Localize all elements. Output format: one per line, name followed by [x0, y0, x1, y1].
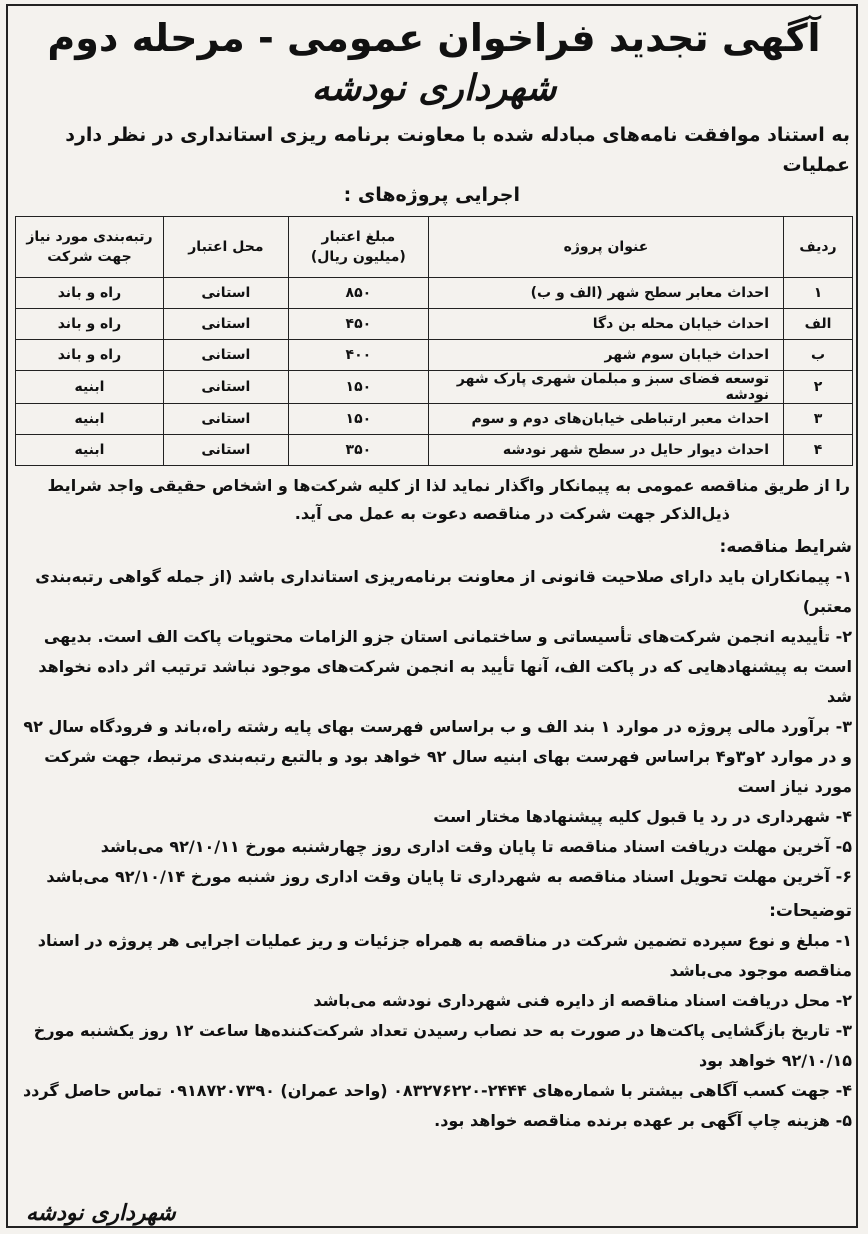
table-header-row	[16, 217, 853, 278]
cell-budget-source: استانی	[163, 404, 288, 435]
cell-row-number: ب	[784, 340, 853, 371]
cell-budget: ۳۵۰	[288, 435, 428, 466]
condition-item: ۲- تأییدیه انجمن شرکت‌های تأسیساتی و ساختمانی استان جزو الزامات محتویات پاکت الف است. بدیهی است به پیشنهادهایی که در پاکت الف، آنها تأیید به انجمن شرکت‌های موجود نباشد ترتیب اثر داده نخواهد شد	[38, 627, 852, 706]
condition-item: ۶- آخرین مهلت تحویل اسناد مناقصه به شهرداری تا پایان وقت اداری روز شنبه مورخ ۹۲/۱۰/۱۴ می‌باشد	[46, 867, 852, 886]
cell-budget-source: استانی	[163, 340, 288, 371]
note-item: ۲- محل دریافت اسناد مناقصه از دایره فنی شهرداری نودشه می‌باشد	[313, 991, 852, 1010]
municipality-name: شهرداری نودشه	[311, 68, 557, 109]
header-budget-source: محل اعتبار	[163, 217, 288, 278]
table-row	[16, 371, 853, 404]
cell-row-number: الف	[784, 309, 853, 340]
condition-item: ۴- شهرداری در رد یا قبول کلیه پیشنهادها مختار است	[433, 807, 852, 826]
condition-item: ۱- پیمانکاران باید دارای صلاحیت قانونی از معاونت برنامه‌ریزی استانداری باشد (از جمله گواهی رتبه‌بندی معتبر)	[35, 567, 852, 616]
header-required-rank: رتبه‌بندی مورد نیاز جهت شرکت	[16, 217, 164, 278]
intro-line-1: به استناد موافقت نامه‌های مبادله شده با معاونت برنامه ریزی استانداری در نظر دارد عملیات	[65, 124, 850, 176]
cell-project-title: احداث خیابان محله بن دگا	[428, 309, 783, 340]
conditions-heading: شرایط مناقصه:	[719, 537, 852, 557]
table-row	[16, 340, 853, 371]
note-item: ۱- مبلغ و نوع سپرده تضمین شرکت در مناقصه به همراه جزئیات و ریز عملیات اجرایی هر پروژه در اسناد مناقصه موجود می‌باشد	[37, 931, 852, 980]
cell-budget: ۴۵۰	[288, 309, 428, 340]
cell-budget-source: استانی	[163, 371, 288, 404]
cell-budget: ۱۵۰	[288, 371, 428, 404]
cell-row-number: ۴	[784, 435, 853, 466]
cell-project-title: احداث معابر سطح شهر (الف و ب)	[428, 278, 783, 309]
notice-title: آگهی تجدید فراخوان عمومی - مرحله دوم	[47, 16, 821, 60]
table-row	[16, 404, 853, 435]
table-row	[16, 278, 853, 309]
invitation-line-1: را از طریق مناقصه عمومی به پیمانکار واگذار نماید لذا از کلیه شرکت‌ها و اشخاص حقیقی واجد شرایط	[47, 476, 850, 495]
cell-required-rank: راه و باند	[16, 278, 164, 309]
header-budget: مبلغ اعتبار (میلیون ریال)	[288, 217, 428, 278]
table-row	[16, 435, 853, 466]
cell-row-number: ۱	[784, 278, 853, 309]
cell-project-title: احداث خیابان سوم شهر	[428, 340, 783, 371]
condition-item: ۳- برآورد مالی پروژه در موارد ۱ بند الف و ب براساس فهرست بهای پایه رشته راه،باند و فرودگاه سال ۹۲ و در موارد ۲و۳و۴ براساس فهرست بهای ابنیه سال ۹۲ خواهد بود و بالتبع رتبه‌بندی مرتبط، جهت شرکت مورد نیاز است	[23, 717, 852, 796]
condition-item: ۵- آخرین مهلت دریافت اسناد مناقصه تا پایان وقت اداری روز چهارشنبه مورخ ۹۲/۱۰/۱۱ می‌باشد	[100, 837, 852, 856]
note-item: ۳- تاریخ بازگشایی پاکت‌ها در صورت به حد نصاب رسیدن تعداد شرکت‌کننده‌ها ساعت ۱۲ روز یکشنبه مورخ ۹۲/۱۰/۱۵ خواهد بود	[33, 1021, 852, 1070]
invitation-line-2: ذیل‌الذکر جهت شرکت در مناقصه دعوت به عمل می آید.	[294, 504, 730, 523]
cell-required-rank: راه و باند	[16, 309, 164, 340]
cell-row-number: ۲	[784, 371, 853, 404]
cell-budget: ۱۵۰	[288, 404, 428, 435]
projects-table	[15, 216, 853, 466]
signature: شهرداری نودشه	[26, 1201, 176, 1226]
cell-budget-source: استانی	[163, 278, 288, 309]
table-row	[16, 309, 853, 340]
invitation-text	[10, 466, 858, 528]
intro-text	[10, 120, 858, 210]
cell-budget-source: استانی	[163, 435, 288, 466]
cell-required-rank: ابنیه	[16, 435, 164, 466]
note-item: ۵- هزینه چاپ آگهی بر عهده برنده مناقصه خواهد بود.	[434, 1111, 852, 1130]
cell-required-rank: راه و باند	[16, 340, 164, 371]
intro-line-2: اجرایی پروژه‌های :	[343, 184, 520, 206]
cell-budget-source: استانی	[163, 309, 288, 340]
header-row-number: ردیف	[784, 217, 853, 278]
cell-row-number: ۳	[784, 404, 853, 435]
note-item: ۴- جهت کسب آگاهی بیشتر با شماره‌های ۲۴۴۴-۰۸۳۲۷۶۲۲۰ (واحد عمران) ۰۹۱۸۷۲۰۷۳۹۰ تماس حاصل گردد	[22, 1081, 852, 1100]
cell-project-title: احداث معبر ارتباطی خیابان‌های دوم و سوم	[428, 404, 783, 435]
notes-heading: توضیحات:	[769, 901, 852, 921]
cell-project-title: احداث دیوار حایل در سطح شهر نودشه	[428, 435, 783, 466]
header-project-title: عنوان پروژه	[428, 217, 783, 278]
cell-required-rank: ابنیه	[16, 371, 164, 404]
cell-project-title: توسعه فضای سبز و مبلمان شهری پارک شهر نودشه	[428, 371, 783, 404]
cell-required-rank: ابنیه	[16, 404, 164, 435]
cell-budget: ۴۰۰	[288, 340, 428, 371]
cell-budget: ۸۵۰	[288, 278, 428, 309]
